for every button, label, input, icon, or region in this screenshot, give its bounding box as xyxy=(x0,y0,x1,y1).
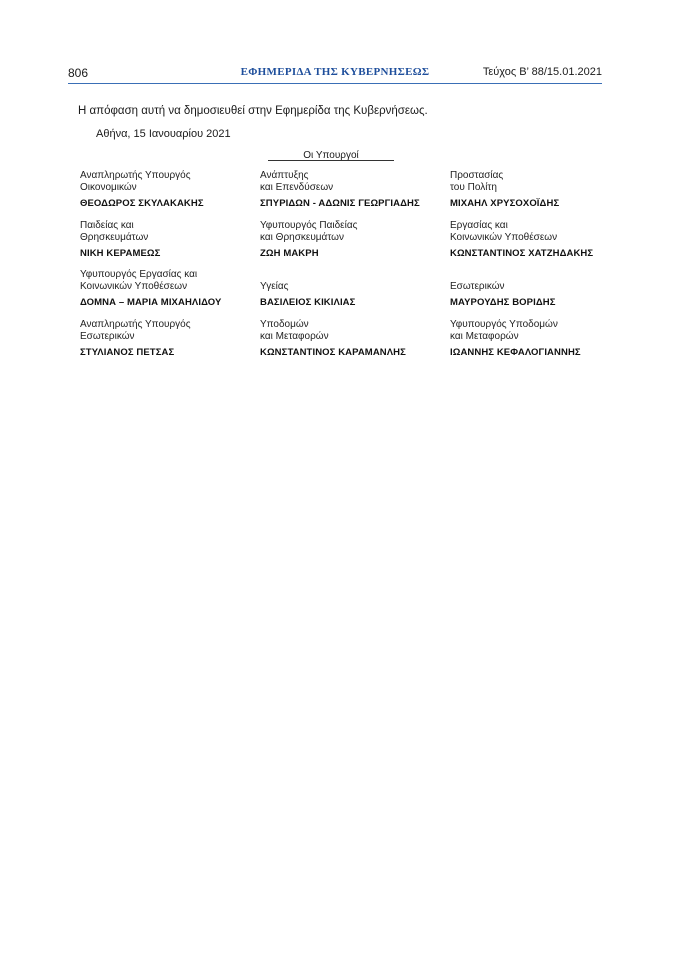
signatory-role: του Πολίτη xyxy=(450,182,497,193)
signatory-role: Θρησκευμάτων xyxy=(80,232,149,243)
signatory-name: ΒΑΣΙΛΕΙΟΣ ΚΙΚΙΛΙΑΣ xyxy=(260,297,356,308)
journal-title: ΕΦΗΜΕΡΙΔΑ ΤΗΣ ΚΥΒΕΡΝΗΣΕΩΣ xyxy=(240,66,430,78)
signatory-name: ΙΩΑΝΝΗΣ ΚΕΦΑΛΟΓΙΑΝΝΗΣ xyxy=(450,347,581,358)
signatory-role: Υγείας xyxy=(260,281,289,292)
signatory-role: και Μεταφορών xyxy=(450,331,519,342)
signatory-name: ΜΑΥΡΟΥΔΗΣ ΒΟΡΙΔΗΣ xyxy=(450,297,556,308)
signatory-role: Εσωτερικών xyxy=(80,331,135,342)
signatory-role: Παιδείας και xyxy=(80,220,134,231)
signatory-block xyxy=(80,319,191,359)
signatory-role: Υφυπουργός Παιδείας xyxy=(260,220,358,231)
signatory-block xyxy=(80,269,221,309)
signatory-name: ΜΙΧΑΗΛ ΧΡΥΣΟΧΟΪΔΗΣ xyxy=(450,198,560,209)
signatory-role: Ανάπτυξης xyxy=(260,170,309,181)
signatory-block xyxy=(260,319,406,359)
signatory-role: και Θρησκευμάτων xyxy=(260,232,344,243)
signatory-name: ΔΟΜΝΑ – ΜΑΡΙΑ ΜΙΧΑΗΛΙΔΟΥ xyxy=(80,297,222,308)
dateline: Αθήνα, 15 Ιανουαρίου 2021 xyxy=(96,128,231,140)
signatory-block xyxy=(80,220,160,260)
signatory-name: ΖΩΗ ΜΑΚΡΗ xyxy=(260,248,319,259)
signatory-block xyxy=(260,170,420,210)
signatory-role: Αναπληρωτής Υπουργός xyxy=(80,319,191,330)
signatory-block xyxy=(260,269,355,309)
signatory-role xyxy=(260,269,355,281)
ministers-heading-underline xyxy=(268,160,394,161)
issue-number: Τεύχος Β’ 88/15.01.2021 xyxy=(482,66,602,78)
page-header xyxy=(68,66,602,82)
signatory-role: Κοινωνικών Υποθέσεων xyxy=(450,232,558,243)
page-number: 806 xyxy=(68,66,89,80)
decision-text: Η απόφαση αυτή να δημοσιευθεί στην Εφημερίδα της Κυβερνήσεως. xyxy=(78,105,428,117)
signatory-role: Κοινωνικών Υποθέσεων xyxy=(80,281,188,292)
signatory-name: ΝΙΚΗ ΚΕΡΑΜΕΩΣ xyxy=(80,248,161,259)
signatory-role: και Επενδύσεων xyxy=(260,182,334,193)
signatory-name: ΘΕΟΔΩΡΟΣ ΣΚΥΛΑΚΑΚΗΣ xyxy=(80,198,204,209)
signatory-role: Υποδομών xyxy=(260,319,309,330)
header-divider xyxy=(68,83,602,84)
signatory-block xyxy=(80,170,204,210)
signatory-block xyxy=(450,220,593,260)
signatory-role: Οικονομικών xyxy=(80,182,137,193)
signatory-role: Προστασίας xyxy=(450,170,504,181)
signatory-name: ΣΤΥΛΙΑΝΟΣ ΠΕΤΣΑΣ xyxy=(80,347,175,358)
signatory-name: ΚΩΝΣΤΑΝΤΙΝΟΣ ΧΑΤΖΗΔΑΚΗΣ xyxy=(450,248,594,259)
signatory-role: και Μεταφορών xyxy=(260,331,329,342)
signatory-role: Αναπληρωτής Υπουργός xyxy=(80,170,191,181)
signatory-block xyxy=(450,269,556,309)
signatory-role: Υφυπουργός Υποδομών xyxy=(450,319,558,330)
signatory-role: Εσωτερικών xyxy=(450,281,505,292)
signatory-block xyxy=(450,170,559,210)
signatory-name: ΚΩΝΣΤΑΝΤΙΝΟΣ ΚΑΡΑΜΑΝΛΗΣ xyxy=(260,347,406,358)
signatory-block xyxy=(450,319,581,359)
signatory-role xyxy=(450,269,556,281)
signatory-block xyxy=(260,220,357,260)
signatory-role: Εργασίας και xyxy=(450,220,508,231)
signatory-role: Υφυπουργός Εργασίας και xyxy=(80,269,198,280)
signatory-name: ΣΠΥΡΙΔΩΝ - ΑΔΩΝΙΣ ΓΕΩΡΓΙΑΔΗΣ xyxy=(260,198,420,209)
ministers-heading: Οι Υπουργοί xyxy=(303,150,359,161)
